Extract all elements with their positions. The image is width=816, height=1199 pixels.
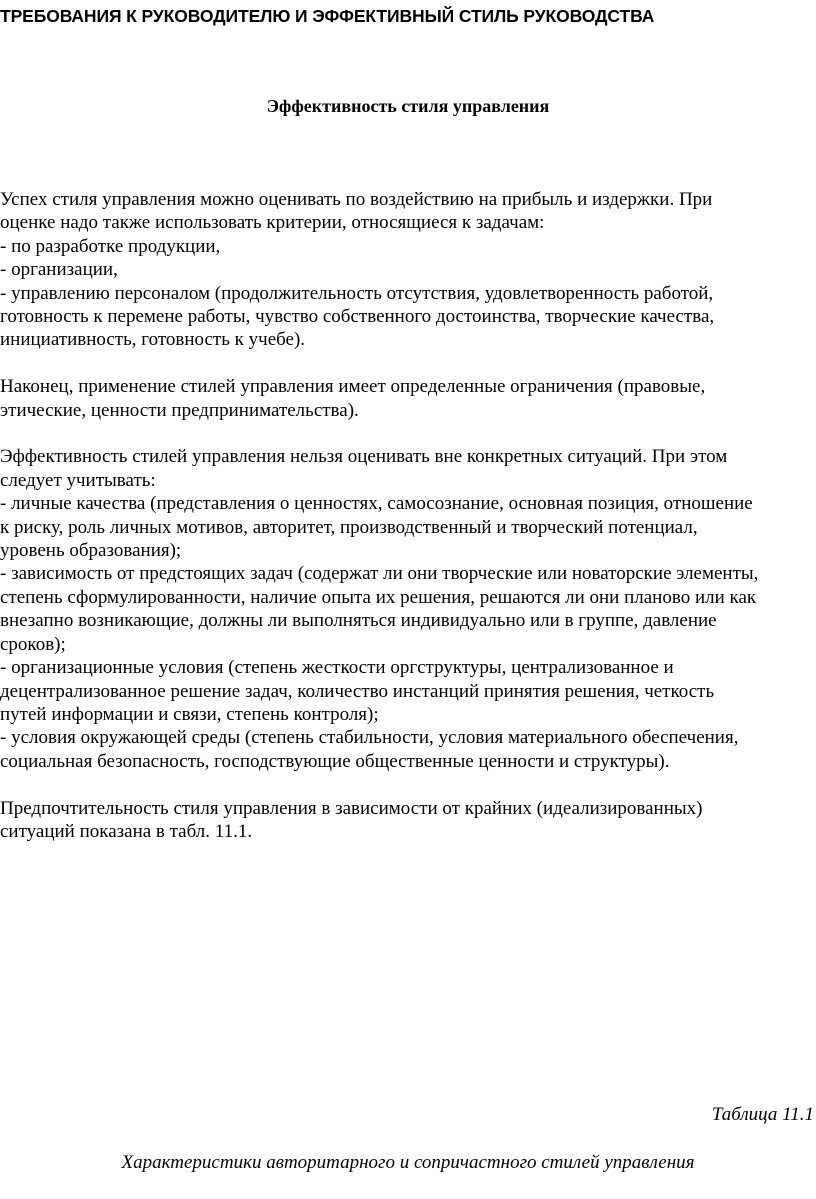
text-line: следует учитывать: [0,469,156,491]
text-line: сроков); [0,633,66,655]
text-line: оценке надо также использовать критерии, относящиеся к задачам: [0,212,545,234]
list-item: - организационные условия (степень жесткости оргструктуры, централизованное и [0,657,674,679]
text-line: Наконец, применение стилей управления имеет определенные ограничения (правовые, [0,376,706,398]
paragraph [0,445,816,773]
document-title: ТРЕБОВАНИЯ К РУКОВОДИТЕЛЮ И ЭФФЕКТИВНЫЙ СТИЛЬ РУКОВОДСТВА [0,6,655,26]
list-item: - личные качества (представления о ценностях, самосознание, основная позиция, отношение [0,493,753,515]
text-line: ситуаций показана в табл. 11.1. [0,820,253,842]
list-item: - по разработке продукции, [0,235,221,257]
body-text [0,188,816,867]
list-item: - зависимость от предстоящих задач (содержат ли они творческие или новаторские элементы, [0,563,759,585]
text-line: уровень образования); [0,540,182,562]
list-item: - условия окружающей среды (степень стабильности, условия материального обеспечения, [0,727,739,749]
text-line: инициативность, готовность к учебе). [0,329,306,351]
table-label: Таблица 11.1 [711,1104,814,1125]
text-line: путей информации и связи, степень контроля); [0,703,379,725]
text-line: Эффективность стилей управления нельзя оценивать вне конкретных ситуаций. При этом [0,446,728,468]
section-subtitle: Эффективность стиля управления [266,96,550,116]
text-line: децентрализованное решение задач, количество инстанций принятия решения, четкость [0,680,715,702]
text-line: готовность к перемене работы, чувство собственного достоинства, творческие качества, [0,306,715,328]
paragraph [0,188,816,352]
text-line: Предпочтительность стиля управления в зависимости от крайних (идеализированных) [0,797,703,819]
text-line: внезапно возникающие, должны ли выполняться индивидуально или в группе, давление [0,610,717,632]
list-item: - управлению персоналом (продолжительность отсутствия, удовлетворенность работой, [0,282,714,304]
table-caption: Характеристики авторитарного и сопричастного стилей управления [121,1152,695,1173]
text-line: этические, ценности предпринимательства). [0,399,359,421]
text-line: социальная безопасность, господствующие общественные ценности и структуры). [0,750,670,772]
paragraph [0,797,816,844]
text-line: Успех стиля управления можно оценивать по воздействию на прибыль и издержки. При [0,189,713,210]
text-line: к риску, роль личных мотивов, авторитет, производственный и творческий потенциал, [0,516,698,538]
text-line: степень сформулированности, наличие опыта их решения, решаются ли они планово или как [0,586,757,608]
list-item: - организации, [0,259,118,281]
paragraph [0,375,816,422]
